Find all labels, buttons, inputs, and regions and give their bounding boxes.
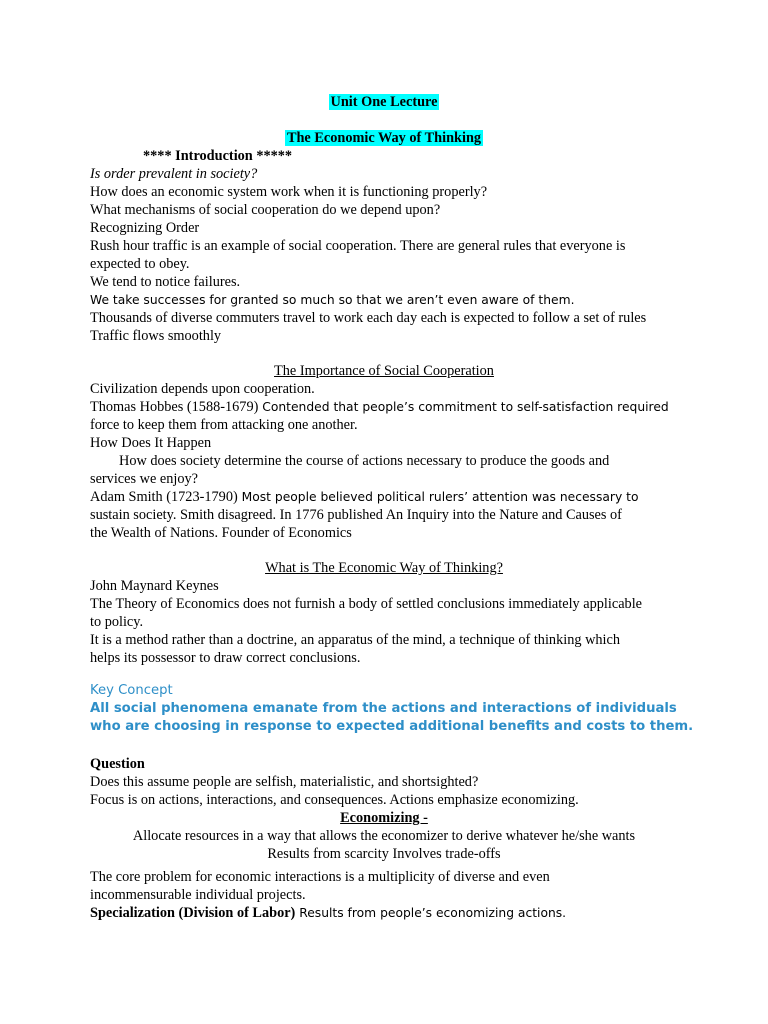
section-line: services we enjoy? [90,471,198,487]
section-line: force to keep them from attacking one another. [90,417,358,433]
section-heading: What is The Economic Way of Thinking? [265,560,503,576]
intro-line: What mechanisms of social cooperation do we depend upon? [90,202,441,218]
intro-heading: **** Introduction ***** [143,148,293,164]
section-line: helps its possessor to draw correct conclusions. [90,650,361,666]
closing-line: incommensurable individual projects. [90,887,306,903]
intro-line: We tend to notice failures. [90,274,241,290]
unit-title: Unit One Lecture [330,94,438,110]
intro-line: Recognizing Order [90,220,200,236]
intro-line: Traffic flows smoothly [90,328,222,344]
economizing-line: Allocate resources in a way that allows the economizer to derive whatever he/she wants [132,828,636,844]
closing-line: The core problem for economic interactions is a multiplicity of diverse and even [90,869,550,885]
section-line: How does society determine the course of actions necessary to produce the goods and [119,453,610,469]
section-line: the Wealth of Nations. Founder of Economics [90,525,352,541]
key-concept-text: All social phenomena emanate from the actions and interactions of individuals [90,701,677,716]
intro-line: Thousands of diverse commuters travel to work each day each is expected to follow a set of rules [90,310,647,326]
section-heading: The Importance of Social Cooperation [274,363,494,379]
intro-line: expected to obey. [90,256,190,272]
question-line: Does this assume people are selfish, materialistic, and shortsighted? [90,774,479,790]
key-concept-text: who are choosing in response to expected additional benefits and costs to them. [90,719,694,734]
intro-line: We take successes for granted so much so that we aren’t even aware of them. [90,293,575,307]
section-line: John Maynard Keynes [90,578,219,594]
section-line: to policy. [90,614,144,630]
hobbes-line: Thomas Hobbes (1588-1679) Contended that people’s commitment to self-satisfaction required [90,399,669,415]
section-line: The Theory of Economics does not furnish a body of settled conclusions immediately applicable [90,596,643,612]
section-line: Civilization depends upon cooperation. [90,381,315,397]
key-concept-label: Key Concept [90,683,173,698]
section-line: How Does It Happen [90,435,212,451]
intro-line: Rush hour traffic is an example of social cooperation. There are general rules that everyone is [90,238,626,254]
economizing-heading: Economizing - [340,810,428,826]
specialization-line: Specialization (Division of Labor) Results from people’s economizing actions. [90,905,567,921]
smith-line: Adam Smith (1723-1790) Most people believed political rulers’ attention was necessary to [90,489,639,505]
section-line: sustain society. Smith disagreed. In 1776 published An Inquiry into the Nature and Causes of [90,507,622,523]
section-line: It is a method rather than a doctrine, an apparatus of the mind, a technique of thinking which [90,632,621,648]
intro-line: How does an economic system work when it is functioning properly? [90,184,488,200]
question-line: Focus is on actions, interactions, and consequences. Actions emphasize economizing. [90,792,579,808]
intro-question: Is order prevalent in society? [90,166,258,182]
main-title: The Economic Way of Thinking [286,130,482,146]
question-heading: Question [90,756,145,772]
economizing-line: Results from scarcity Involves trade-offs [267,846,501,862]
